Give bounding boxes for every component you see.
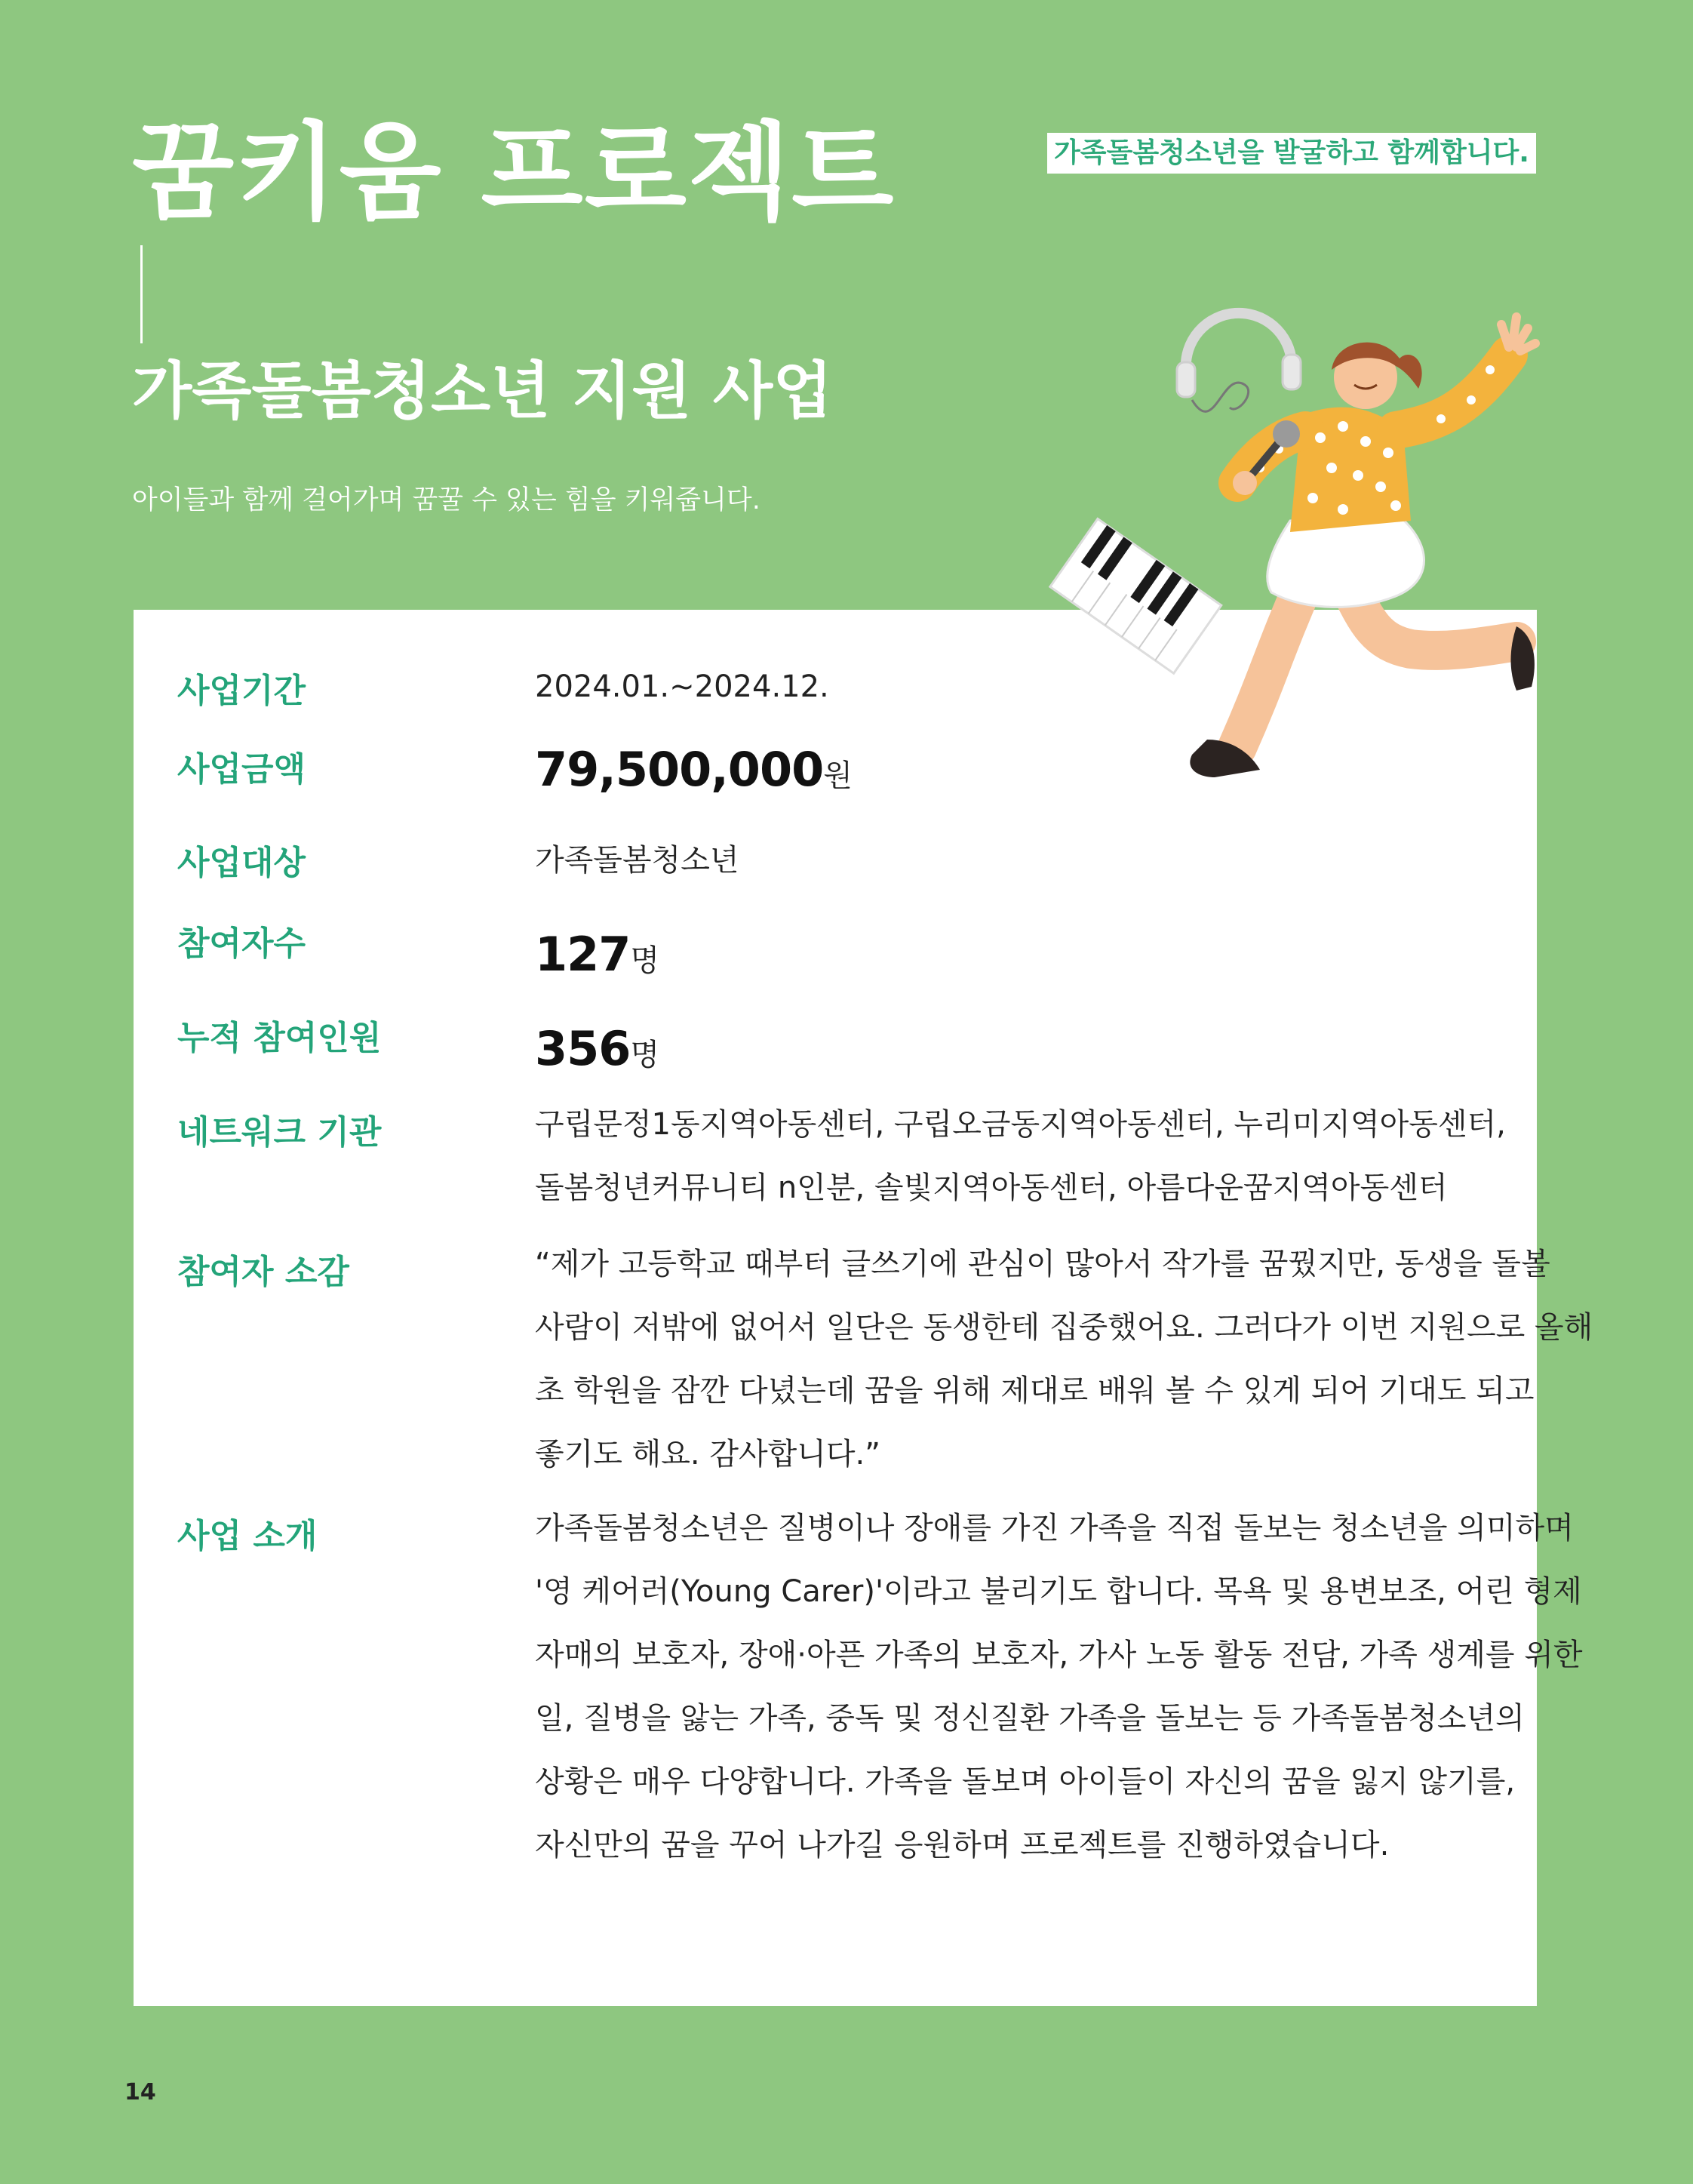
participants-label: 참여자수 xyxy=(177,924,306,963)
participants-value: 127 xyxy=(535,927,631,982)
keyboard-icon xyxy=(1050,518,1221,673)
amount-label: 사업금액 xyxy=(177,750,306,789)
page-subtitle: 가족돌봄청소년 지원 사업 xyxy=(132,355,833,427)
network-label: 네트워크 기관 xyxy=(177,1113,382,1152)
headphones-icon xyxy=(1177,313,1301,411)
cumulative-value: 356 xyxy=(535,1021,631,1076)
period-value: 2024.01.~2024.12. xyxy=(535,669,829,704)
page-tagline: 아이들과 함께 걸어가며 꿈꿀 수 있는 힘을 키워줍니다. xyxy=(132,485,760,515)
network-value: 구립문정1동지역아동센터, 구립오금동지역아동센터, 누리미지역아동센터, 돌봄청년커뮤니티 n인분, 솔빛지역아동센터, 아름다운꿈지역아동센터 xyxy=(535,1107,1506,1205)
page-title: 꿈키움 프로젝트 xyxy=(132,112,896,235)
page-number: 14 xyxy=(124,2079,156,2106)
target-label: 사업대상 xyxy=(177,844,306,882)
feedback-label: 참여자 소감 xyxy=(177,1253,349,1291)
amount-unit: 원 xyxy=(823,758,853,793)
cumulative-value-row xyxy=(535,1021,1606,1077)
participants-unit: 명 xyxy=(630,943,660,978)
participants-value-row xyxy=(535,927,1606,983)
period-label: 사업기간 xyxy=(177,672,306,710)
cumulative-unit: 명 xyxy=(630,1038,660,1072)
title-divider xyxy=(140,245,143,343)
target-value: 가족돌봄청소년 xyxy=(535,843,739,878)
intro-value: 가족돌봄청소년은 질병이나 장애를 가진 가족을 직접 돌보는 청소년을 의미하며 '영 케어러(Young Carer)'이라고 불리기도 합니다. 목욕 및 용변보조, 어린 형제 자매의 보호자, 장애·아픈 가족의 보호자, 가사 노동 활동 전담, 가족 생계를 위한 일, 질병을 앓는 가족, 중독 및 정신질환 가족을 돌보는 등 가족돌봄청소년의 상황은 매우 다양합니다. 가족을 돌보며 아이들이 자신의 꿈을 잃지 않기를, 자신만의 꿈을 꾸어 나가길 응원하며 프로젝트를 진행하였습니다. xyxy=(535,1511,1583,1863)
feedback-value: “제가 고등학교 때부터 글쓰기에 관심이 많아서 작가를 꿈꿨지만, 동생을 돌볼 사람이 저밖에 없어서 일단은 동생한테 집중했어요. 그러다가 이번 지원으로 올해 초 학원을 잠깐 다녔는데 꿈을 위해 제대로 배워 볼 수 있게 되어 기대도 되고 좋기도 해요. 감사합니다.” xyxy=(535,1247,1593,1472)
cumulative-label: 누적 참여인원 xyxy=(177,1019,382,1057)
amount-value: 79,500,000 xyxy=(535,742,824,797)
intro-label: 사업 소개 xyxy=(177,1517,318,1555)
singing-girl-illustration xyxy=(988,257,1592,860)
header-badge: 가족돌봄청소년을 발굴하고 함께합니다. xyxy=(1047,133,1536,174)
